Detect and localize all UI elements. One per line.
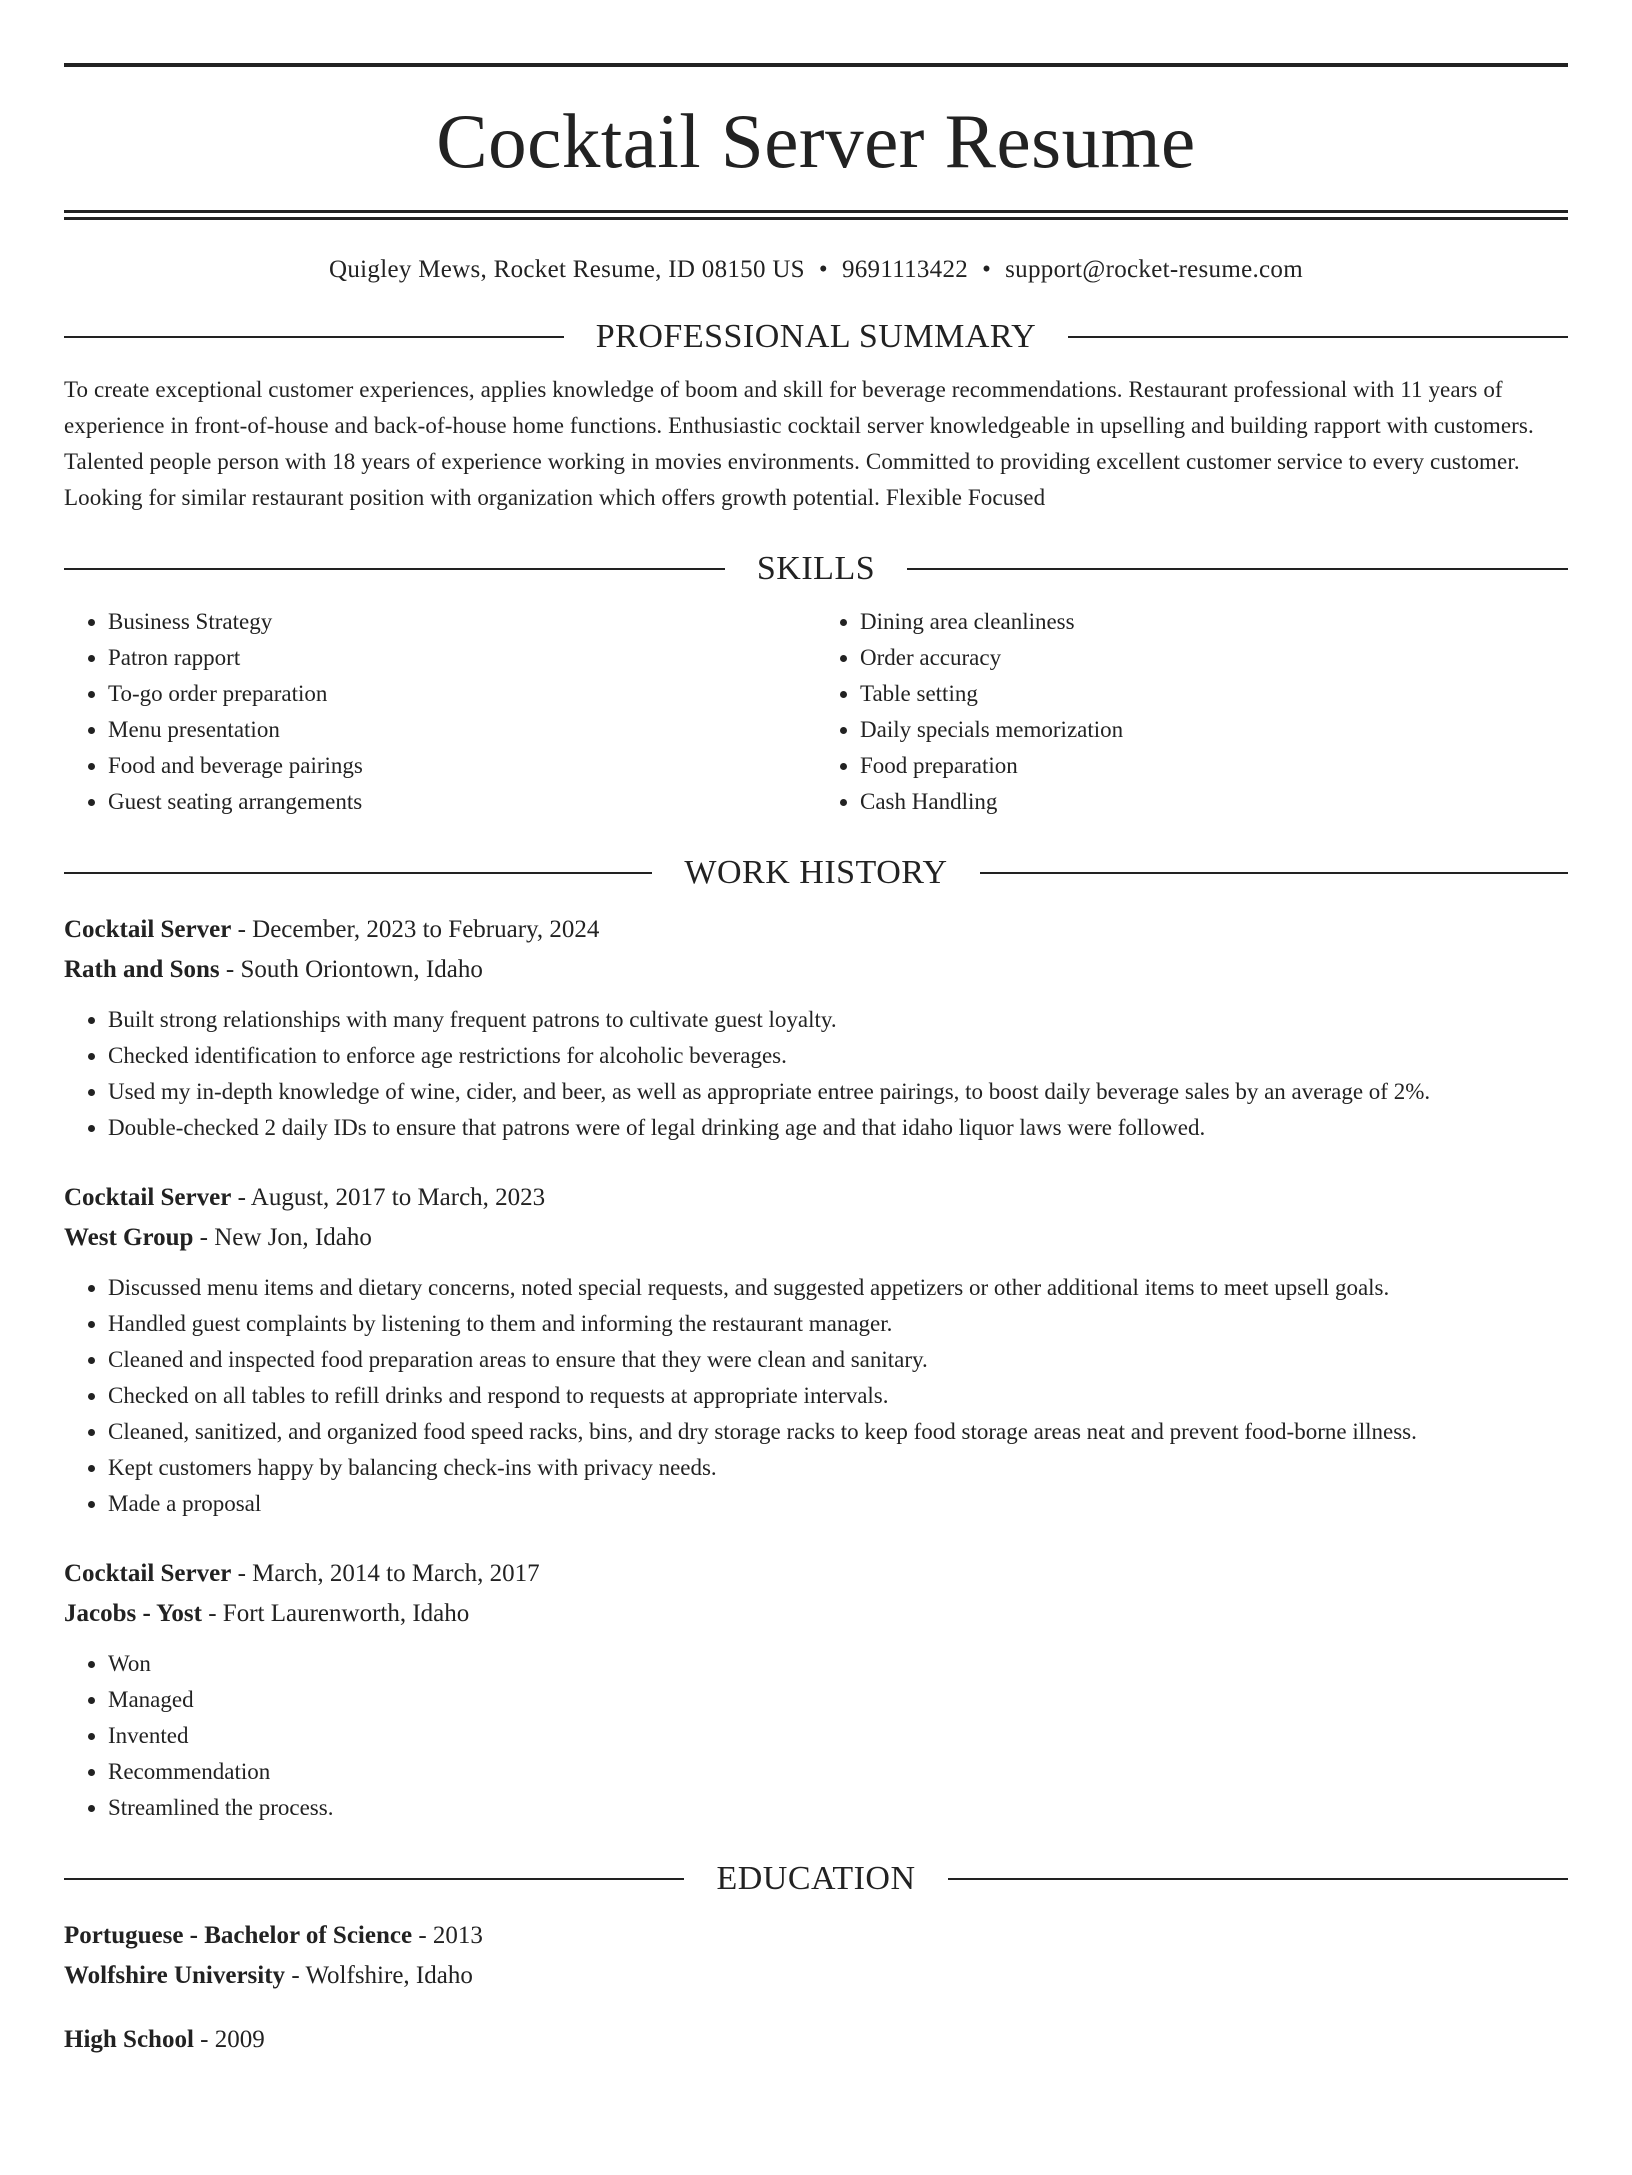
job-location: Fort Laurenworth, Idaho [222,1600,470,1627]
skills-heading-label: SKILLS [756,550,876,587]
skill-item: • Dining area cleanliness [860,604,1568,640]
heading-rule-left [64,336,564,338]
skills-section-heading [64,550,1568,588]
education-entry [64,2020,1568,2060]
skill-item: • Guest seating arrangements [108,784,816,820]
skill-item: • Business Strategy [108,604,816,640]
skill-item: • Food and beverage pairings [108,748,816,784]
heading-rule-left [64,568,725,570]
summary-section-heading [64,318,1568,356]
summary-heading-label: PROFESSIONAL SUMMARY [595,318,1037,355]
job-bullet: • Used my in-depth knowledge of wine, cider, and beer, as well as appropriate entree pairings, to boost daily beverage sales by an average of 2%. [108,1074,1568,1110]
dash: - [237,1184,246,1211]
education-degree-line [64,1916,1568,1956]
job-bullet: • Won [108,1646,1568,1682]
skill-item: • Food preparation [860,748,1568,784]
job-entry [64,1178,1568,1522]
job-dates: August, 2017 to March, 2023 [250,1184,546,1211]
skills-right-column [816,604,1568,820]
top-rule [64,63,1568,67]
education-degree: Portuguese - Bachelor of Science [64,1922,413,1949]
contact-email: support@rocket-resume.com [1005,256,1303,283]
job-bullet: • Checked on all tables to refill drinks and respond to requests at appropriate intervals. [108,1378,1568,1414]
skill-item: • Order accuracy [860,640,1568,676]
job-bullet: • Managed [108,1682,1568,1718]
skill-item: • Cash Handling [860,784,1568,820]
job-bullet: • Double-checked 2 daily IDs to ensure that patrons were of legal drinking age and that idaho liquor laws were followed. [108,1110,1568,1146]
job-entry [64,1554,1568,1826]
dash: - [225,956,235,983]
dash: - [208,1600,217,1627]
skill-item: • Patron rapport [108,640,816,676]
job-bullet: • Cleaned and inspected food preparation areas to ensure that they were clean and sanitary. [108,1342,1568,1378]
job-bullet: • Checked identification to enforce age restrictions for alcoholic beverages. [108,1038,1568,1074]
education-location: Wolfshire, Idaho [305,1962,473,1989]
skill-item: • Table setting [860,676,1568,712]
job-title: Cocktail Server [64,1560,232,1587]
contact-separator: • [818,256,828,283]
job-bullet: • Built strong relationships with many frequent patrons to cultivate guest loyalty. [108,1002,1568,1038]
contact-address: Quigley Mews, Rocket Resume, ID 08150 US [329,256,805,283]
skills-grid [64,604,1568,820]
education-school-line [64,1956,1568,1996]
job-bullet: • Streamlined the process. [108,1790,1568,1826]
job-bullet: • Invented [108,1718,1568,1754]
job-company-line [64,950,1568,990]
job-dates: December, 2023 to February, 2024 [252,916,600,943]
skill-item: • To-go order preparation [108,676,816,712]
heading-rule-left [64,1878,684,1880]
job-title-line [64,1178,1568,1218]
job-company-line [64,1218,1568,1258]
contact-phone: 9691113422 [841,256,969,283]
job-location: New Jon, Idaho [214,1224,372,1251]
heading-rule-right [980,872,1568,874]
job-bullet: • Kept customers happy by balancing check-ins with privacy needs. [108,1450,1568,1486]
job-title-line [64,910,1568,950]
job-dates: March, 2014 to March, 2017 [252,1560,540,1587]
job-bullets [64,1270,1568,1522]
work-section-heading [64,854,1568,892]
dash: - [418,1922,427,1949]
heading-rule-right [1068,336,1568,338]
job-title: Cocktail Server [64,1184,232,1211]
skill-item: • Menu presentation [108,712,816,748]
job-bullets [64,1646,1568,1826]
job-bullet: • Recommendation [108,1754,1568,1790]
dash: - [291,1962,300,1989]
job-company-line [64,1594,1568,1634]
education-heading-label: EDUCATION [716,1860,916,1897]
job-bullets [64,1002,1568,1146]
dash: - [237,916,246,943]
dash: - [237,1560,246,1587]
skills-left-column [64,604,816,820]
resume-page [0,63,1632,2175]
job-bullet: • Made a proposal [108,1486,1568,1522]
contact-line [64,256,1568,284]
job-company: West Group [64,1224,194,1251]
skill-item: • Daily specials memorization [860,712,1568,748]
job-bullet: • Discussed menu items and dietary concerns, noted special requests, and suggested appetizers or other additional items to meet upsell goals. [108,1270,1568,1306]
resume-title: Cocktail Server Resume [436,98,1196,184]
summary-text: To create exceptional customer experiences, applies knowledge of boom and skill for beverage recommendations. Restaurant professional with 11 years of experience in front-of-house and back-of-house home functions. Enthusiastic cocktail server knowledgeable in upselling and building rapport with customers. Talented people person with 18 years of experience working in movies environments. Committed to providing excellent customer service to every customer. Looking for similar restaurant position with organization which offers growth potential. Flexible Focused [64,377,1534,510]
dash: - [199,1224,208,1251]
job-company: Rath and Sons [64,956,220,983]
education-section-heading [64,1860,1568,1898]
education-year: 2009 [214,2026,265,2053]
job-location: South Oriontown, Idaho [240,956,483,983]
education-school: Wolfshire University [64,1962,286,1989]
title-double-rule [64,210,1568,220]
job-company: Jacobs - Yost [64,1600,202,1627]
job-title: Cocktail Server [64,916,232,943]
heading-rule-right [948,1878,1568,1880]
job-bullet: • Cleaned, sanitized, and organized food speed racks, bins, and dry storage racks to keep food storage areas neat and prevent food-borne illness. [108,1414,1568,1450]
job-entry [64,910,1568,1146]
education-entry [64,1916,1568,1996]
job-bullet: • Handled guest complaints by listening to them and informing the restaurant manager. [108,1306,1568,1342]
heading-rule-right [907,568,1568,570]
education-year: 2013 [432,1922,483,1949]
dash: - [200,2026,209,2053]
contact-separator: • [982,256,992,283]
education-degree: High School [64,2026,194,2053]
job-title-line [64,1554,1568,1594]
education-degree-line [64,2020,1568,2060]
work-heading-label: WORK HISTORY [684,854,948,891]
heading-rule-left [64,872,652,874]
